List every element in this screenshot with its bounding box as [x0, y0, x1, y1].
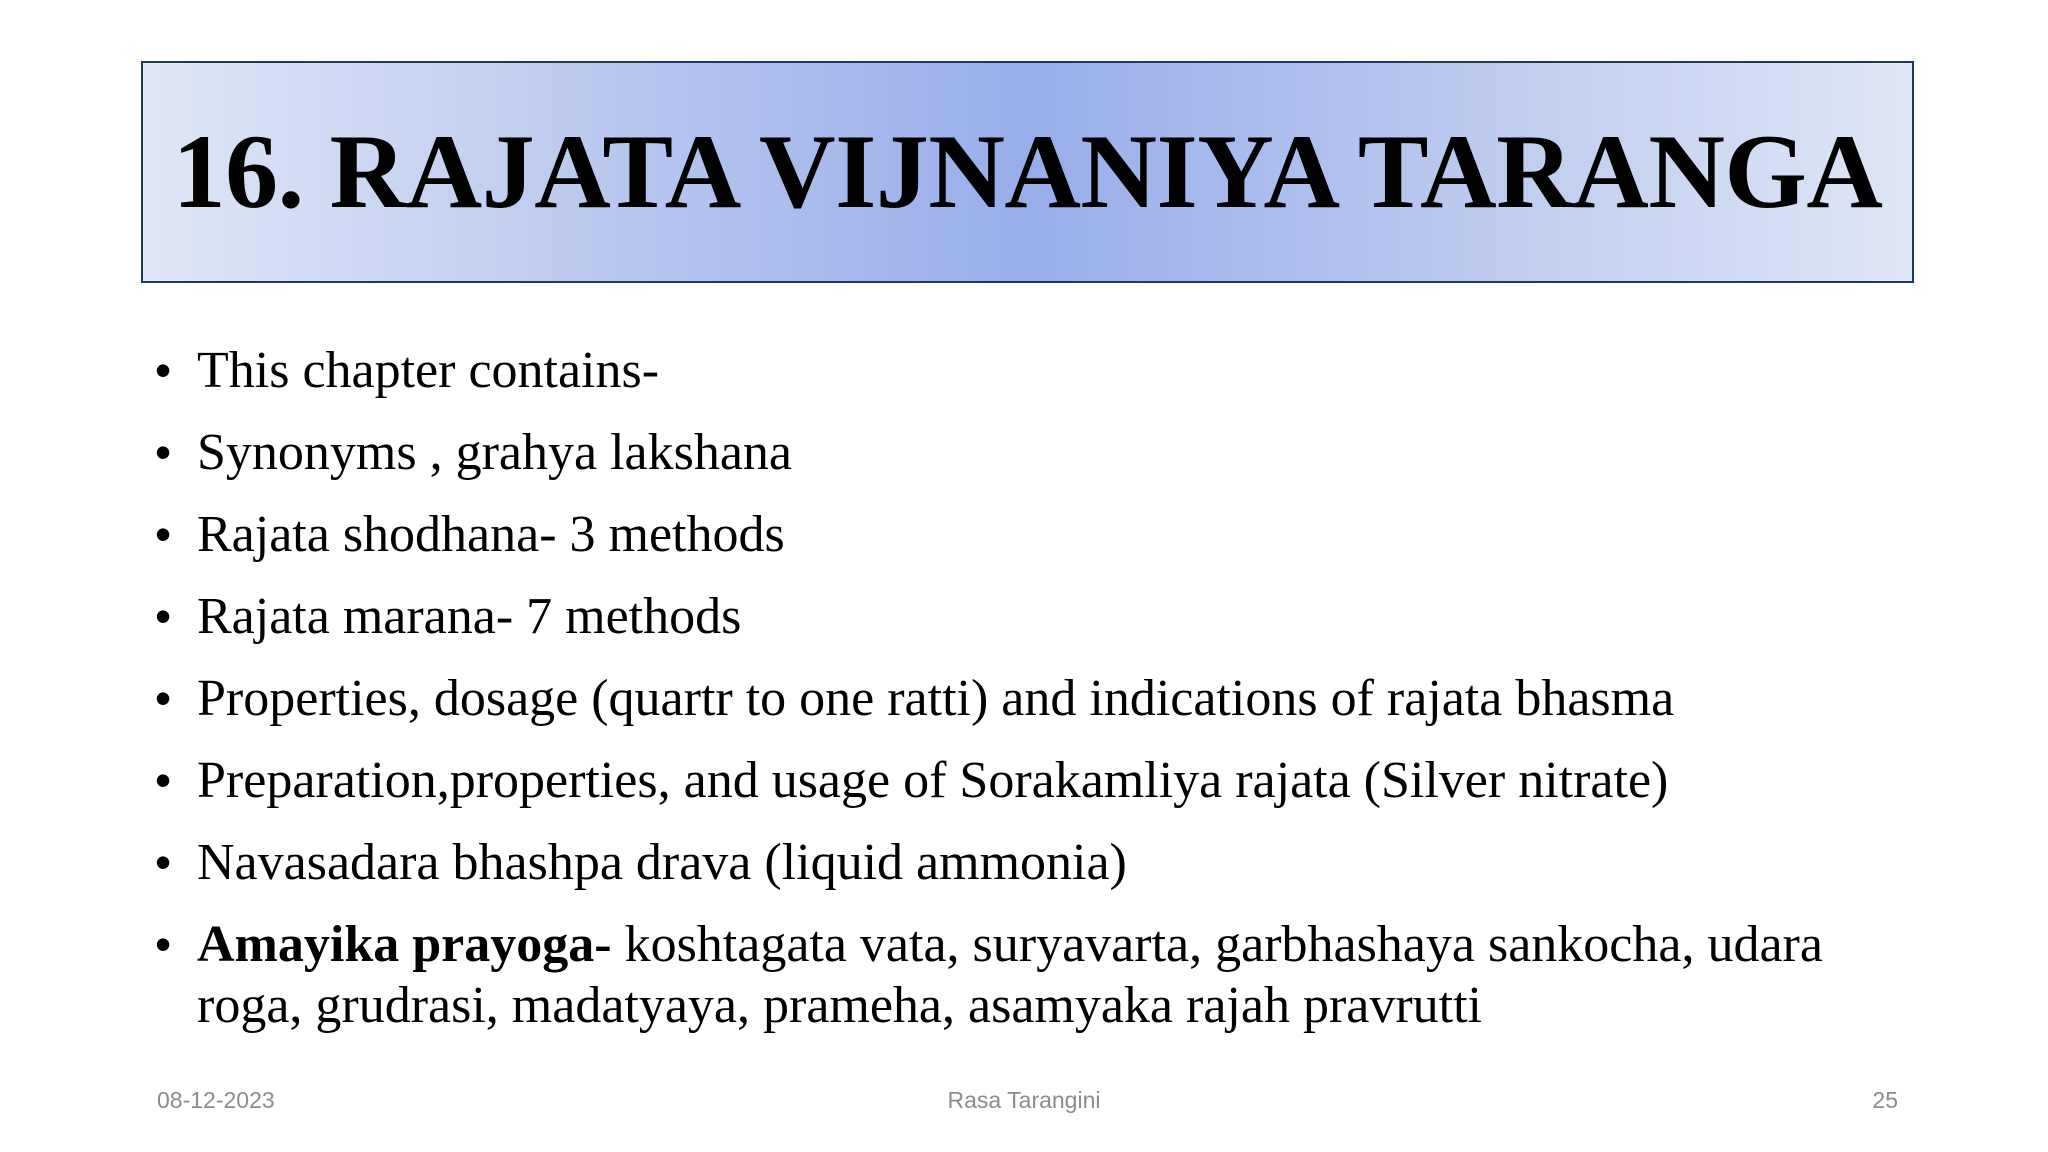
footer-title: Rasa Tarangini: [947, 1087, 1101, 1113]
bullet-item: [155, 586, 1915, 647]
bullet-icon: •: [155, 344, 172, 396]
bullet-icon: •: [155, 590, 172, 642]
bullet-text: Navasadara bhashpa drava (liquid ammonia): [197, 834, 1127, 891]
slide-title: 16. RAJATA VIJNANIYA TARANGA: [172, 113, 1883, 230]
title-box: [141, 61, 1914, 283]
bullet-text: Rajata shodhana- 3 methods: [197, 506, 785, 563]
bullet-item: [155, 422, 1915, 483]
bullet-icon: •: [155, 836, 172, 888]
bullet-item: [155, 914, 1915, 1036]
bullet-icon: •: [155, 672, 172, 724]
bullet-text: Properties, dosage (quartr to one ratti) and indications of rajata bhasma: [197, 670, 1675, 727]
bullet-icon: •: [155, 754, 172, 806]
page-number: 25: [1872, 1087, 1898, 1113]
bullet-text: koshtagata vata, suryavarta, garbhashaya sankocha, udara roga, grudrasi, madatyaya, prameha, asamyaka rajah pravrutti: [197, 916, 1823, 1034]
bullet-item: [155, 668, 1915, 729]
bullet-icon: •: [155, 918, 172, 970]
bullet-item: [155, 504, 1915, 565]
bullet-lead: Amayika prayoga-: [197, 916, 612, 973]
footer-date: 08-12-2023: [157, 1087, 275, 1113]
bullet-item: [155, 750, 1915, 811]
bullet-icon: •: [155, 426, 172, 478]
bullet-text: Preparation,properties, and usage of Sorakamliya rajata (Silver nitrate): [197, 752, 1669, 809]
bullet-item: [155, 832, 1915, 893]
bullet-text: Rajata marana- 7 methods: [197, 588, 742, 645]
bullet-icon: •: [155, 508, 172, 560]
bullet-list: [155, 340, 1915, 1057]
bullet-text: Synonyms , grahya lakshana: [197, 424, 793, 481]
bullet-item: [155, 340, 1915, 401]
bullet-text: This chapter contains-: [197, 342, 660, 399]
